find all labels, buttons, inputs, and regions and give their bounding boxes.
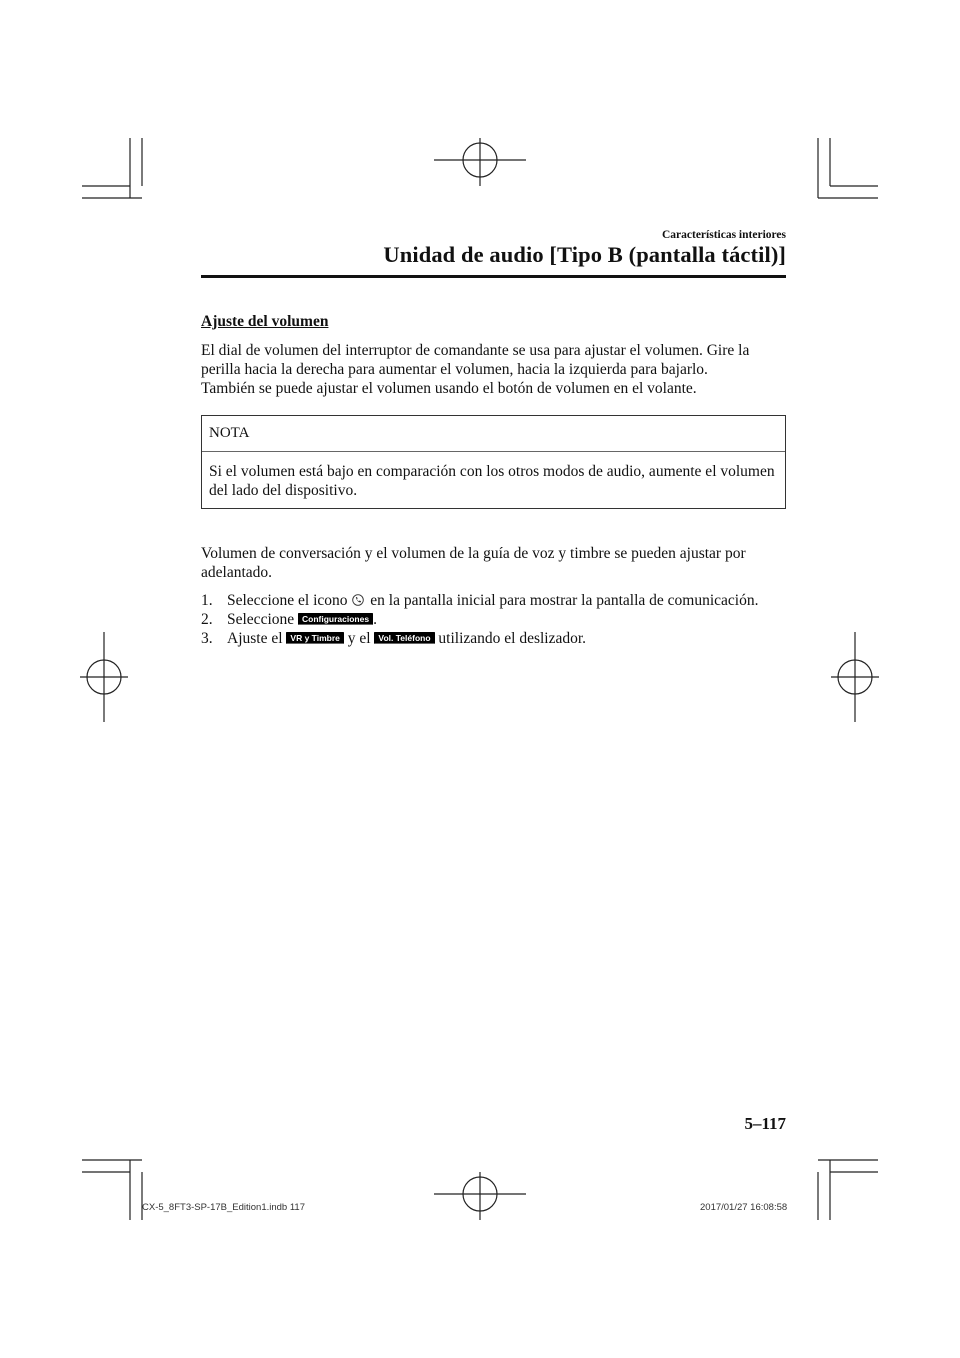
- paragraph: El dial de volumen del interruptor de comandante se usa para ajustar el volumen. Gire la perilla hacia la derecha para aumentar el volumen, hacia la izquierda para bajarlo.: [201, 342, 750, 378]
- note-title: NOTA: [202, 416, 785, 452]
- paragraph: Volumen de conversación y el volumen de la guía de voz y timbre se pueden ajustar por adelantado.: [201, 545, 746, 581]
- main-content: [201, 312, 786, 648]
- list-item: [201, 591, 786, 610]
- step-number: 2.: [201, 611, 213, 628]
- configuraciones-button-label: Configuraciones: [298, 613, 373, 625]
- page-number: 5–117: [744, 1114, 786, 1133]
- vol-telefono-button-label: Vol. Teléfono: [374, 632, 434, 644]
- list-item: [201, 610, 786, 629]
- page-title: Unidad de audio [Tipo B (pantalla táctil)]: [383, 242, 786, 267]
- step-list: [201, 591, 786, 648]
- print-file-label: CX-5_8FT3-SP-17B_Edition1.indb 117: [142, 1202, 306, 1213]
- note-box: [201, 415, 786, 509]
- step-text-part: en la pantalla inicial para mostrar la pantalla de comunicación.: [370, 592, 759, 609]
- step-number: 1.: [201, 592, 213, 609]
- note-body: Si el volumen está bajo en comparación con los otros modos de audio, aumente el volumen del lado del dispositivo.: [209, 463, 775, 499]
- step-text-part: Seleccione: [227, 611, 295, 628]
- step-text-part: y el: [347, 630, 371, 647]
- section-label: Características interiores: [661, 229, 786, 241]
- step-text-part: utilizando el deslizador.: [438, 630, 587, 647]
- title-divider: [201, 275, 786, 278]
- step-number: 3.: [201, 630, 213, 647]
- step-text: [227, 629, 586, 648]
- print-date-label: 2017/01/27 16:08:58: [700, 1202, 788, 1213]
- step-text-part: Seleccione el icono: [227, 592, 348, 609]
- vr-timbre-button-label: VR y Timbre: [286, 632, 343, 644]
- step-text-part: .: [373, 611, 377, 628]
- section-heading: Ajuste del volumen: [201, 313, 329, 330]
- step-text: [227, 610, 377, 629]
- step-text-part: Ajuste el: [227, 630, 283, 647]
- list-item: [201, 629, 786, 648]
- step-text: [227, 591, 758, 610]
- phone-icon: [352, 594, 364, 606]
- paragraph: También se puede ajustar el volumen usando el botón de volumen en el volante.: [201, 380, 697, 397]
